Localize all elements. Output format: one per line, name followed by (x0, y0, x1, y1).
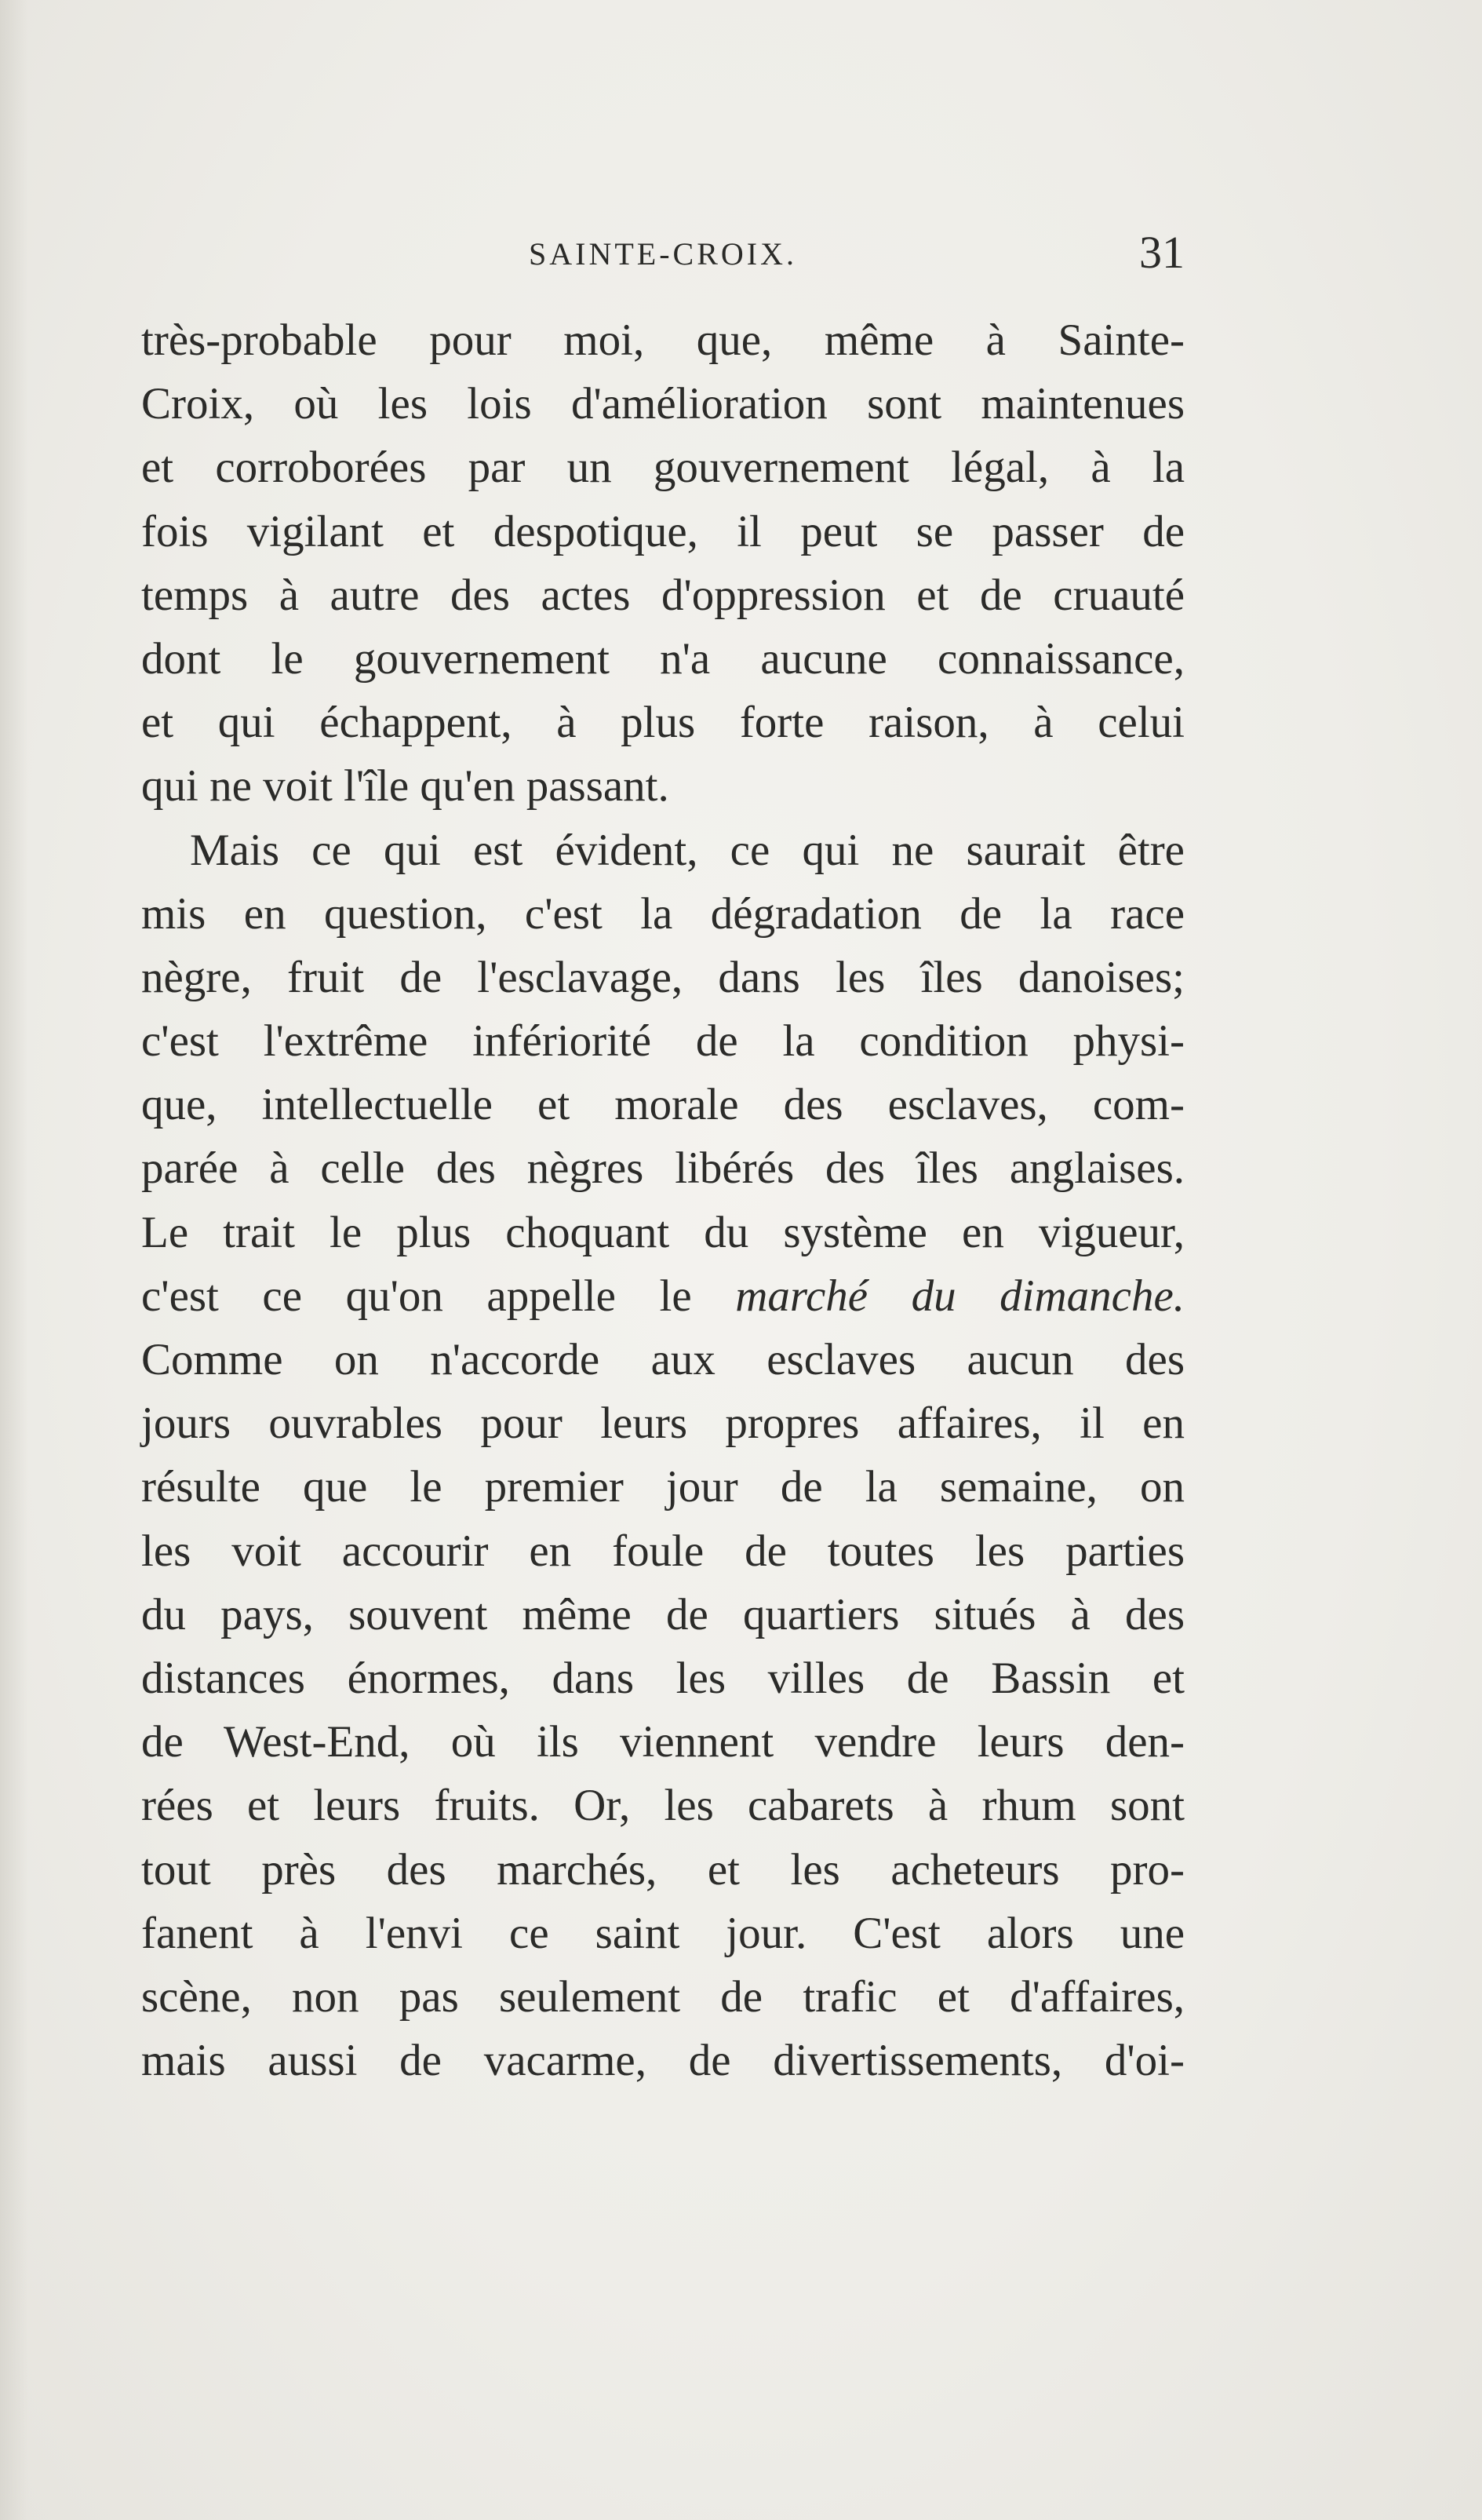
text-line: qui ne voit l'île qu'en passant. (141, 761, 669, 811)
text-line: rées et leurs fruits. Or, les cabarets à rhum sont (141, 1781, 1185, 1831)
text-line: jours ouvrables pour leurs propres affaires, il en (141, 1399, 1185, 1449)
text-line-with-italic (141, 1264, 1185, 1328)
text-line: et qui échappent, à plus forte raison, à celui (141, 698, 1185, 748)
text-line: très-probable pour moi, que, même à Sainte- (141, 315, 1185, 365)
text-line: parée à celle des nègres libérés des îles anglaises. (141, 1143, 1185, 1194)
running-head: SAINTE-CROIX. (529, 236, 797, 272)
page-header (141, 226, 1185, 297)
text-line: mais aussi de vacarme, de divertissements, d'oi- (141, 2036, 1185, 2086)
gutter-shadow (0, 0, 28, 2520)
text-line: les voit accourir en foule de toutes les parties (141, 1526, 1185, 1576)
text-line: scène, non pas seulement de trafic et d'affaires, (141, 1971, 1185, 2022)
text-run: c'est ce qu'on appelle le (141, 1271, 736, 1321)
text-line: que, intellectuelle et morale des esclaves, com- (141, 1080, 1185, 1130)
page-number: 31 (1139, 227, 1185, 278)
paragraph-2 (141, 819, 1185, 2093)
text-line: résulte que le premier jour de la semaine, on (141, 1462, 1185, 1512)
body-text (141, 308, 1185, 2092)
text-line: distances énormes, dans les villes de Bassin et (141, 1653, 1185, 1703)
text-line: de West-End, où ils viennent vendre leurs den- (141, 1717, 1185, 1767)
text-line: dont le gouvernement n'a aucune connaissance, (141, 633, 1185, 684)
text-line: Mais ce qui est évident, ce qui ne saurait être (190, 825, 1185, 875)
text-line: tout près des marchés, et les acheteurs pro- (141, 1844, 1185, 1895)
text-line: du pays, souvent même de quartiers situés à des (141, 1589, 1185, 1639)
italic-phrase: marché du dimanche. (735, 1271, 1185, 1321)
text-line: c'est l'extrême infériorité de la condition physi- (141, 1016, 1185, 1067)
text-line: mis en question, c'est la dégradation de la race (141, 888, 1185, 939)
text-line: fois vigilant et despotique, il peut se passer de (141, 506, 1185, 556)
text-line: Le trait le plus choquant du système en vigueur, (141, 1207, 1185, 1257)
text-line: temps à autre des actes d'oppression et de cruauté (141, 570, 1185, 620)
text-line: Comme on n'accorde aux esclaves aucun des (141, 1335, 1185, 1384)
text-line: nègre, fruit de l'esclavage, dans les îles danoises; (141, 952, 1185, 1002)
text-line: Croix, où les lois d'amélioration sont maintenues (141, 379, 1185, 429)
text-line: fanent à l'envi ce saint jour. C'est alors une (141, 1908, 1185, 1958)
text-line: et corroborées par un gouvernement légal, à la (141, 443, 1185, 493)
paragraph-1 (141, 308, 1185, 819)
